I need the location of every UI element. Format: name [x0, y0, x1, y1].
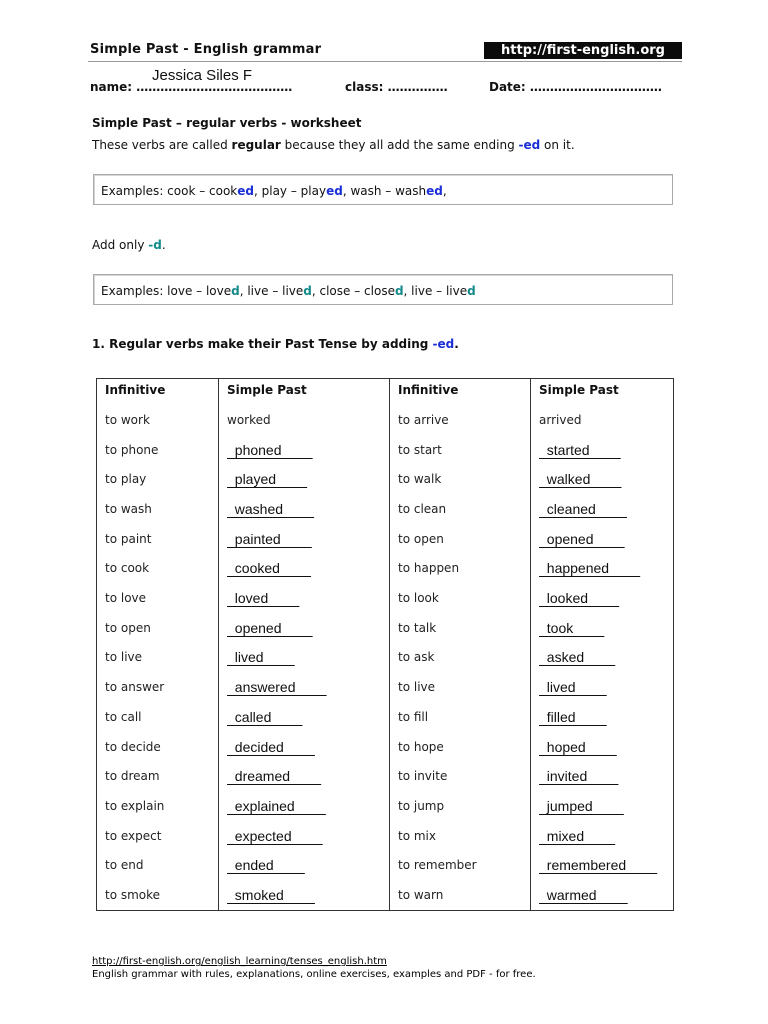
infinitive-cell [97, 643, 219, 673]
infinitive-cell [97, 791, 219, 821]
infinitive-cell [390, 405, 531, 435]
verb-text: to look [398, 591, 439, 606]
table-row [97, 732, 674, 762]
infinitive-cell [390, 851, 531, 881]
verb-text: to paint [105, 531, 152, 546]
ex1-ending-1: ed [237, 184, 254, 198]
answer-text: arrived [539, 412, 582, 427]
verb-text: to open [105, 620, 151, 635]
ex1-ending-2: ed [326, 184, 343, 198]
table-row [97, 524, 674, 554]
infinitive-cell [97, 672, 219, 702]
simple-past-answer[interactable] [219, 702, 390, 732]
answer-text: started [539, 441, 621, 458]
table-row [97, 613, 674, 643]
exercise-title-dot: . [454, 337, 459, 351]
verb-text: to fill [398, 709, 429, 724]
verb-text: to phone [105, 442, 159, 457]
simple-past-answer[interactable] [219, 464, 390, 494]
exercise-1-title [92, 337, 459, 351]
verb-text: to remember [398, 858, 477, 873]
simple-past-answer[interactable] [219, 791, 390, 821]
verb-text: to jump [398, 798, 445, 813]
exercise-title-ending: -ed [432, 337, 455, 351]
infinitive-cell [97, 464, 219, 494]
answer-text: smoked [227, 887, 315, 904]
intro-before: These verbs are called [92, 138, 232, 152]
simple-past-answer[interactable] [531, 613, 674, 643]
answer-text: called [227, 708, 303, 725]
infinitive-cell [97, 702, 219, 732]
verb-text: to live [398, 680, 436, 695]
infinitive-cell [390, 880, 531, 910]
verb-text: to decide [105, 739, 161, 754]
infinitive-cell [390, 702, 531, 732]
answer-text: answered [227, 679, 327, 696]
infinitive-cell [97, 524, 219, 554]
verb-text: to clean [398, 501, 447, 516]
simple-past-answer[interactable] [219, 524, 390, 554]
table-row [97, 405, 674, 435]
table-row [97, 672, 674, 702]
verb-text: to call [105, 709, 142, 724]
infinitive-cell [97, 583, 219, 613]
verb-text: to talk [398, 620, 437, 635]
simple-past-answer[interactable] [219, 732, 390, 762]
answer-text: walked [539, 471, 622, 488]
verb-text: to explain [105, 798, 165, 813]
infinitive-cell [390, 821, 531, 851]
simple-past-answer[interactable] [219, 643, 390, 673]
verb-text: to expect [105, 828, 162, 843]
section-title: Simple Past – regular verbs - worksheet [92, 116, 362, 130]
ex2-mid-2: , close – close [311, 284, 395, 298]
ex2-ending-4: d [467, 284, 476, 298]
answer-text: asked [539, 649, 616, 666]
table-header-row [97, 379, 674, 406]
answer-text: took [539, 619, 605, 636]
simple-past-answer[interactable] [531, 702, 674, 732]
intro-text [92, 138, 575, 152]
answer-text: played [227, 471, 308, 488]
simple-past-answer[interactable] [219, 613, 390, 643]
header-simple-past-2: Simple Past [531, 379, 674, 406]
infinitive-cell [97, 851, 219, 881]
verb-text: to answer [105, 680, 165, 695]
ex1-prefix: Examples: cook – cook [101, 184, 238, 198]
verb-text: to love [105, 591, 147, 606]
answer-text: lived [227, 649, 295, 666]
simple-past-answer[interactable] [531, 583, 674, 613]
table-row [97, 821, 674, 851]
simple-past-answer[interactable] [531, 672, 674, 702]
table-row [97, 583, 674, 613]
footer-link[interactable]: http://first-english.org/english_learning/tenses_english.htm [92, 956, 387, 967]
ex2-ending-1: d [231, 284, 240, 298]
table-row [97, 464, 674, 494]
ex2-mid-3: , live – live [403, 284, 468, 298]
verb-text: to wash [105, 501, 152, 516]
answer-text: remembered [539, 857, 658, 874]
header-infinitive-1: Infinitive [97, 379, 219, 406]
verb-text: to cook [105, 561, 150, 576]
infinitive-cell [390, 524, 531, 554]
infinitive-cell [390, 464, 531, 494]
ex1-mid-1: , play – play [254, 184, 327, 198]
add-only-ending: -d [148, 238, 162, 252]
add-only-dot: . [161, 238, 166, 252]
table-row [97, 851, 674, 881]
examples-d-text [101, 284, 476, 298]
simple-past-answer[interactable] [219, 494, 390, 524]
ex1-end: , [442, 184, 447, 198]
infinitive-cell [97, 435, 219, 465]
answer-text: phoned [227, 441, 313, 458]
simple-past-answer[interactable] [531, 791, 674, 821]
simple-past-answer[interactable] [219, 880, 390, 910]
verb-text: to arrive [398, 412, 449, 427]
answer-text: looked [539, 590, 620, 607]
infinitive-cell [97, 494, 219, 524]
infinitive-cell [97, 405, 219, 435]
verb-text: to live [105, 650, 143, 665]
answer-text: invited [539, 768, 619, 785]
simple-past-answer [219, 405, 390, 435]
infinitive-cell [390, 643, 531, 673]
table-row [97, 702, 674, 732]
simple-past-answer[interactable] [219, 761, 390, 791]
simple-past-answer[interactable] [531, 524, 674, 554]
table-row [97, 643, 674, 673]
simple-past-answer[interactable] [219, 821, 390, 851]
verb-text: to walk [398, 472, 442, 487]
verb-table [96, 378, 674, 911]
verb-text: to happen [398, 561, 460, 576]
table-row [97, 494, 674, 524]
student-name-handwritten[interactable]: Jessica Siles F [152, 67, 253, 84]
verb-table-body [97, 405, 674, 911]
verb-text: to warn [398, 888, 444, 903]
infinitive-cell [97, 821, 219, 851]
ex2-ending-2: d [303, 284, 312, 298]
answer-text: decided [227, 738, 315, 755]
verb-text: to play [105, 472, 147, 487]
examples-ed-text [101, 184, 447, 198]
answer-text: warmed [539, 887, 628, 904]
table-row [97, 791, 674, 821]
ex2-mid-1: , live – live [239, 284, 304, 298]
simple-past-answer[interactable] [531, 435, 674, 465]
ex2-ending-3: d [394, 284, 404, 298]
add-only-d-text [92, 238, 166, 252]
infinitive-cell [97, 732, 219, 762]
footer-text: English grammar with rules, explanations, online exercises, examples and PDF - for free. [92, 969, 536, 980]
answer-text: opened [227, 619, 313, 636]
table-row [97, 880, 674, 910]
answer-text: washed [227, 500, 315, 517]
simple-past-answer[interactable] [219, 583, 390, 613]
verb-text: to mix [398, 828, 436, 843]
infinitive-cell [390, 613, 531, 643]
simple-past-answer[interactable] [531, 554, 674, 584]
answer-text: loved [227, 590, 300, 607]
simple-past-answer[interactable] [531, 880, 674, 910]
verb-text: to ask [398, 650, 435, 665]
add-only-label: Add only [92, 238, 149, 252]
infinitive-cell [97, 613, 219, 643]
worksheet-title: Simple Past - English grammar [90, 42, 322, 57]
answer-text: explained [227, 797, 326, 814]
simple-past-answer[interactable] [531, 732, 674, 762]
table-row [97, 554, 674, 584]
answer-text: hoped [539, 738, 617, 755]
intro-bold-word: regular [231, 138, 281, 152]
table-row [97, 761, 674, 791]
ex1-mid-2: , wash – wash [342, 184, 427, 198]
simple-past-answer[interactable] [531, 851, 674, 881]
simple-past-answer[interactable] [531, 643, 674, 673]
verb-text: to open [398, 531, 444, 546]
infinitive-cell [390, 554, 531, 584]
verb-text: to dream [105, 769, 160, 784]
verb-text: to smoke [105, 888, 161, 903]
intro-middle: because they all add the same ending [280, 138, 519, 152]
infinitive-cell [390, 494, 531, 524]
simple-past-answer[interactable] [219, 672, 390, 702]
answer-text: mixed [539, 827, 616, 844]
simple-past-answer[interactable] [219, 851, 390, 881]
intro-after: on it. [540, 138, 575, 152]
answer-text: expected [227, 827, 323, 844]
verb-text: to start [398, 442, 442, 457]
infinitive-cell [390, 583, 531, 613]
infinitive-cell [390, 732, 531, 762]
table-row [97, 435, 674, 465]
answer-text: worked [227, 412, 271, 427]
simple-past-answer[interactable] [531, 821, 674, 851]
simple-past-answer[interactable] [531, 761, 674, 791]
header-simple-past-1: Simple Past [219, 379, 390, 406]
ex2-prefix: Examples: love – love [101, 284, 232, 298]
simple-past-answer [531, 405, 674, 435]
verb-text: to end [105, 858, 144, 873]
answer-text: happened [539, 560, 641, 577]
examples-d-box [93, 274, 673, 305]
header-infinitive-2: Infinitive [390, 379, 531, 406]
answer-text: cooked [227, 560, 312, 577]
infinitive-cell [390, 435, 531, 465]
verb-text: to invite [398, 769, 448, 784]
infinitive-cell [390, 761, 531, 791]
ex1-ending-3: ed [426, 184, 443, 198]
infinitive-cell [97, 554, 219, 584]
simple-past-answer[interactable] [531, 464, 674, 494]
answer-text: jumped [539, 797, 624, 814]
infinitive-cell [390, 672, 531, 702]
site-url-banner[interactable]: http://first-english.org [484, 42, 682, 59]
header-divider [88, 61, 682, 62]
name-field-label: name: ………………………………… [90, 80, 293, 94]
answer-text: opened [539, 530, 625, 547]
examples-ed-box [93, 174, 673, 205]
infinitive-cell [390, 791, 531, 821]
answer-text: ended [227, 857, 305, 874]
intro-ending: -ed [518, 138, 541, 152]
verb-text: to work [105, 412, 150, 427]
date-field-label: Date: …………………………… [489, 80, 662, 94]
exercise-title-text: 1. Regular verbs make their Past Tense by adding [92, 337, 433, 351]
simple-past-answer[interactable] [531, 494, 674, 524]
answer-text: filled [539, 708, 607, 725]
answer-text: painted [227, 530, 312, 547]
simple-past-answer[interactable] [219, 554, 390, 584]
answer-text: cleaned [539, 500, 627, 517]
class-field-label: class: …………… [345, 80, 448, 94]
answer-text: dreamed [227, 768, 322, 785]
answer-text: lived [539, 679, 607, 696]
verb-text: to hope [398, 739, 444, 754]
infinitive-cell [97, 761, 219, 791]
infinitive-cell [97, 880, 219, 910]
simple-past-answer[interactable] [219, 435, 390, 465]
